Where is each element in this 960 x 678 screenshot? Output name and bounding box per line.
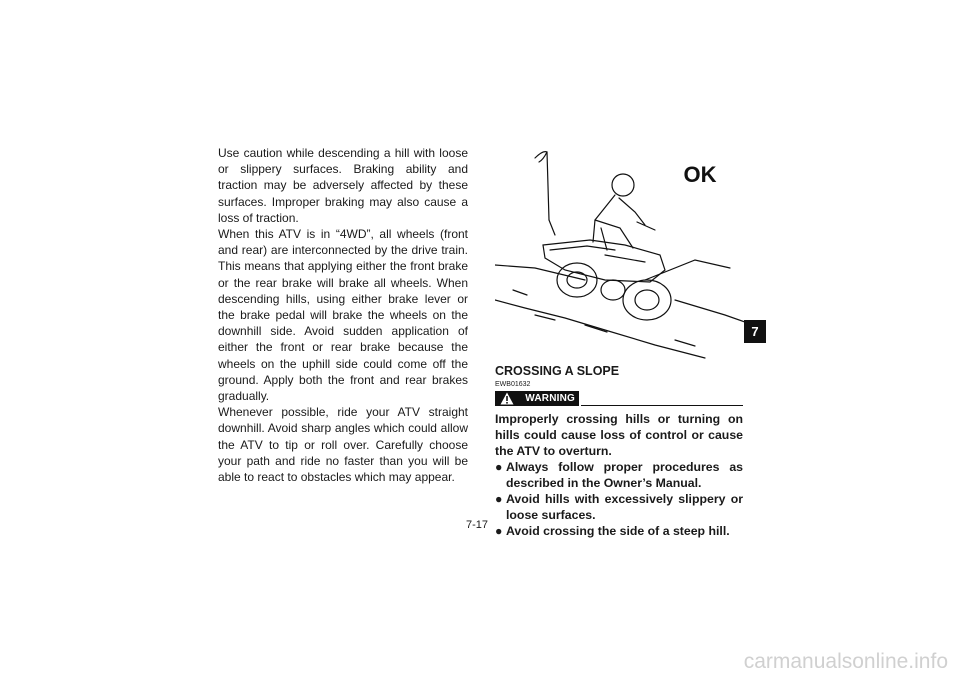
paragraph-loose-surfaces: Use caution while descending a hill with loose or slippery surfaces. Braking ability and traction may be adversely affected by these surfaces. Improper braking may also cause a loss of traction. xyxy=(218,146,468,225)
bullet-icon: ● xyxy=(495,460,503,474)
bullet-icon: ● xyxy=(495,524,503,538)
warning-label: WARNING xyxy=(525,393,575,404)
warning-triangle-icon xyxy=(500,392,514,405)
list-item: ● Always follow proper procedures as described in the Owner’s Manual. xyxy=(495,460,743,490)
section-title: CROSSING A SLOPE xyxy=(495,364,620,378)
left-text-column xyxy=(218,145,468,485)
right-text-column xyxy=(495,364,743,539)
warning-rule xyxy=(581,405,743,406)
warning-text: Improperly crossing hills or turning on hills could cause loss of control or cause the ATV to overturn. xyxy=(495,412,743,458)
watermark: carmanualsonline.info xyxy=(743,650,948,673)
chapter-tab: 7 xyxy=(744,320,766,343)
ok-label: OK xyxy=(683,162,717,187)
atv-downhill-illustration xyxy=(495,150,745,360)
list-item: ● Avoid hills with excessively slippery or loose surfaces. xyxy=(495,492,743,522)
warning-bullet-list xyxy=(495,459,743,539)
warning-badge xyxy=(495,391,579,406)
bullet-icon: ● xyxy=(495,492,503,506)
warning-code: EWB01632 xyxy=(495,381,531,388)
page-number: 7-17 xyxy=(466,519,489,531)
paragraph-ride-straight: Whenever possible, ride your ATV straight downhill. Avoid sharp angles which could allow the ATV to tip or roll over. Carefully choose your path and ride no faster than you will be able to react to obstacles which may appear. xyxy=(218,405,468,485)
atv-rider-drawing xyxy=(495,150,745,360)
warning-header xyxy=(495,391,743,407)
list-item: ● Avoid crossing the side of a steep hill. xyxy=(495,524,730,538)
paragraph-4wd-braking: When this ATV is in “4WD”, all wheels (front and rear) are interconnected by the drive train. This means that applying either the front brake or the rear brake will brake all wheels. When descending hills, using either brake lever or the brake pedal will brake the wheels on the downhill side. Avoid sudden application of either the front or rear brake because the wheels on the uphill side could come off the ground. Apply both the front and rear brakes gradually. xyxy=(218,227,468,404)
